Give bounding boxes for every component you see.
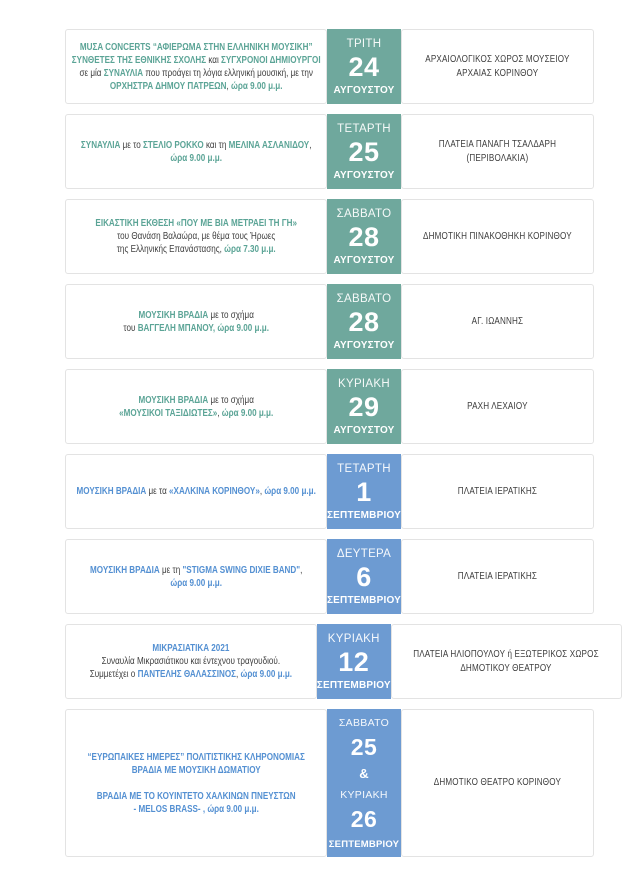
regular-text: της Ελληνικής Επανάστασης, [116,244,224,255]
regular-text: του Θανάση Βαλαώρα, με θέμα τους Ήρωες [116,231,276,242]
date-number: 12 [338,646,370,677]
event-location [401,284,594,359]
event-location-text [402,230,594,244]
description-line [65,655,316,668]
highlighted-text: ΜΕΛΙΝΑ ΑΣΛΑΝΙΔΟΥ [228,139,310,151]
highlighted-text: ΜΟΥΣΙΚΗ ΒΡΑΔΙΑ [76,486,147,497]
date-day: ΚΥΡΙΑΚΗ [338,378,390,390]
regular-text: Συμμετέχει ο [89,669,138,680]
description-line [65,217,326,230]
date-number: 29 [348,391,380,422]
description-line [65,322,326,335]
event-date [327,199,401,274]
highlighted-text: «ΜΟΥΣΙΚΟΙ ΤΑΞΙΔΙΩΤΕΣ» [118,407,218,419]
regular-text: και τη [203,139,229,151]
date-number: 28 [348,221,380,252]
highlighted-text: "STIGMA SWING DIXIE BAND" [182,564,300,576]
highlighted-text: ΜΙΚΡΑΣΙΑΤΙΚΑ 2021 [152,643,230,654]
event-description-text [65,139,326,165]
date-number: 28 [348,306,380,337]
event-location-text [402,485,594,499]
event-description-text [65,564,326,590]
date-day: ΤΕΤΑΡΤΗ [337,123,391,135]
event-row [65,114,594,189]
description-line [65,777,326,790]
highlighted-text: ώρα 9.00 μ.μ. [170,577,222,589]
event-location [401,369,594,444]
event-description [65,624,317,699]
location-line: ΑΡΧΑΙΟΛΟΓΙΚΟΣ ΧΩΡΟΣ ΜΟΥΣΕΙΟΥ [425,53,570,65]
date-number: 25 [348,136,380,167]
description-line [65,41,326,54]
event-location [391,624,622,699]
highlighted-text: ΣΥΝΘΕΤΕΣ ΤΗΣ ΕΘΝΙΚΗΣ ΣΧΟΛΗΣ [71,54,206,66]
regular-text: , [259,486,265,497]
date-month: ΣΕΠΤΕΜΒΡΙΟΥ [316,679,391,691]
event-row [65,369,594,444]
description-line [65,642,316,655]
date-day: ΔΕΥΤΕΡΑ [336,548,392,560]
event-location-text [402,138,594,166]
highlighted-text: ΣΥΝΑΥΛΙΑ [80,139,121,151]
highlighted-text: MUΣA CONCERTS “ΑΦΙΕΡΩΜΑ ΣΤΗΝ ΕΛΛΗΝΙΚΗ ΜΟΥΣΙΚΗ” [79,41,313,53]
highlighted-text: ΜΟΥΣΙΚΗ ΒΡΑΔΙΑ [138,394,208,406]
date-month: ΣΕΠΤΕΜΒΡΙΟΥ [328,838,400,850]
description-line [65,764,326,777]
date-month: ΣΕΠΤΕΜΒΡΙΟΥ [326,509,402,521]
location-line: ΔΗΜΟΤΙΚΟΥ ΘΕΑΤΡΟΥ [460,662,552,674]
event-row [65,199,594,274]
event-location-text [402,53,594,81]
regular-text: Συναυλία Μικρασιάτικου και έντεχνου τραγουδιού. [101,656,281,667]
date-number: 1 [356,476,372,507]
highlighted-text: ΜΟΥΣΙΚΗ ΒΡΑΔΙΑ [138,309,208,321]
event-description-text [65,751,326,816]
event-location-text [402,570,594,584]
date-number: 6 [356,561,372,592]
event-location-text [402,315,594,329]
regular-text: σε μία [79,67,104,79]
highlighted-text: ώρα 9.00 μ.μ. [221,407,274,419]
regular-text: του [123,322,138,334]
description-line [65,577,326,590]
location-line: ΔΗΜΟΤΙΚΗ ΠΙΝΑΚΟΘΗΚΗ ΚΟΡΙΝΘΟΥ [423,230,572,242]
description-line [65,67,326,80]
highlighted-text: ώρα 9.00 μ.μ. [240,669,293,680]
regular-text: , [299,564,303,576]
event-row [65,624,600,699]
date-number: 26 [350,805,378,832]
event-description-text [65,485,326,498]
regular-text: με το [120,139,143,151]
regular-text: με το σχήμα [207,394,254,406]
location-line: (ΠΕΡΙΒΟΛΑΚΙΑ) [466,152,529,164]
event-location [401,29,594,104]
regular-text: που προάγει τη λόγια ελληνική μουσική, με την [142,67,313,79]
date-day: ΣΑΒΒΑΤΟ [336,293,392,305]
location-line: ΠΛΑΤΕΙΑ ΙΕΡΑΤΙΚΗΣ [457,570,538,582]
event-date [327,114,401,189]
highlighted-text: ΒΡΑΔΙΑ ΜΕ ΤΟ ΚΟΥΙΝΤΕΤΟ ΧΑΛΚΙΝΩΝ ΠΝΕΥΣΤΩΝ [96,790,296,802]
event-row [65,454,594,529]
date-number: 24 [348,51,380,82]
date-day: ΤΕΤΑΡΤΗ [337,463,391,475]
event-description [65,369,327,444]
highlighted-text: ΣΥΓΧΡΟΝΟΙ ΔΗΜΙΟΥΡΓΟΙ [220,54,321,66]
regular-text: , [309,139,312,151]
event-description-text [65,309,326,335]
regular-text: και [205,54,221,66]
regular-text: , [217,407,222,419]
description-line [65,230,326,243]
date-day: ΣΑΒΒΑΤΟ [338,717,390,729]
location-line: ΠΛΑΤΕΙΑ ΗΛΙΟΠΟΥΛΟΥ ή ΕΞΩΤΕΡΙΚΟΣ ΧΩΡΟΣ [413,648,600,660]
highlighted-text: «ΧΑΛΚΙΝΑ ΚΟΡΙΝΘΟΥ» [168,486,260,497]
location-line: ΑΡΧΑΙΑΣ ΚΟΡΙΝΘΟΥ [456,67,539,79]
description-line [65,309,326,322]
regular-text: με τα [146,486,169,497]
event-location [401,114,594,189]
description-line [65,485,326,498]
highlighted-text: ώρα 9.00 μ.μ. [170,152,222,164]
date-day: ΚΥΡΙΑΚΗ [327,633,380,645]
event-description [65,199,327,274]
description-line [65,394,326,407]
event-description [65,114,327,189]
description-line [65,564,326,577]
event-location [401,454,594,529]
event-date [327,454,401,529]
highlighted-text: ΟΡΧΗΣΤΡΑ ΔΗΜΟΥ ΠΑΤΡΕΩΝ [109,80,227,92]
description-line [65,790,326,803]
event-description-text [65,217,326,256]
date-month: ΑΥΓΟΥΣΤΟΥ [333,84,395,96]
highlighted-text: ΠΑΝΤΕΛΗΣ ΘΑΛΑΣΣΙΝΟΣ [137,669,237,680]
highlighted-text: ΣΥΝΑΥΛΙΑ [103,67,143,79]
date-ampersand: & [359,766,369,782]
event-description [65,539,327,614]
event-row [65,284,594,359]
description-line [65,407,326,420]
date-month: ΣΕΠΤΕΜΒΡΙΟΥ [326,594,402,606]
highlighted-text: - MELOS BRASS- , ώρα 9.00 μ.μ. [133,803,259,815]
date-month: ΑΥΓΟΥΣΤΟΥ [333,424,395,436]
date-month: ΑΥΓΟΥΣΤΟΥ [333,254,395,266]
highlighted-text: ΜΟΥΣΙΚΗ ΒΡΑΔΙΑ [89,564,160,576]
event-date [317,624,391,699]
event-location [401,539,594,614]
event-description-text [65,41,326,93]
event-row [65,29,594,104]
event-date [327,29,401,104]
regular-text: με το σχήμα [207,309,254,321]
event-date [327,539,401,614]
event-date [327,709,401,857]
event-description-text [65,642,316,681]
event-location [401,199,594,274]
event-row [65,539,594,614]
date-day: ΣΑΒΒΑΤΟ [336,208,392,220]
highlighted-text: ώρα 9.00 μ.μ. [264,486,316,497]
regular-text: , [236,669,241,680]
description-line [65,668,316,681]
date-month: ΑΥΓΟΥΣΤΟΥ [333,339,395,351]
date-day: ΤΡΙΤΗ [346,38,382,50]
description-line [65,243,326,256]
date-day: ΚΥΡΙΑΚΗ [340,788,388,801]
location-line: ΡΑΧΗ ΛΕΧΑΙΟΥ [467,400,528,412]
description-line [65,139,326,152]
highlighted-text: ώρα 7.30 μ.μ. [223,244,276,255]
event-date [327,369,401,444]
location-line: ΑΓ. ΙΩΑΝΝΗΣ [471,315,524,327]
event-row [65,709,594,857]
event-description [65,29,327,104]
event-description [65,709,327,857]
location-line: ΠΛΑΤΕΙΑ ΠΑΝΑΓΗ ΤΣΑΛΔΑΡΗ [438,138,557,150]
description-line [65,803,326,816]
event-description [65,284,327,359]
event-description [65,454,327,529]
regular-text: , [226,80,231,92]
description-line [65,152,326,165]
event-location-text [391,648,621,676]
highlighted-text: ΒΡΑΔΙΑ ΜΕ ΜΟΥΣΙΚΗ ΔΩΜΑΤΙΟΥ [131,764,261,776]
date-number: 25 [350,734,378,761]
description-line [65,751,326,764]
event-location [401,709,594,857]
description-line [65,80,326,93]
highlighted-text: ώρα 9.00 μ.μ. [230,80,283,92]
regular-text: με τη [159,564,183,576]
event-description-text [65,394,326,420]
location-line: ΠΛΑΤΕΙΑ ΙΕΡΑΤΙΚΗΣ [457,485,538,497]
highlighted-text: “ΕΥΡΩΠΑΙΚΕΣ ΗΜΕΡΕΣ” ΠΟΛΙΤΙΣΤΙΚΗΣ ΚΛΗΡΟΝΟΜΙΑΣ [87,751,305,763]
location-line: ΔΗΜΟΤΙΚΟ ΘΕΑΤΡΟ ΚΟΡΙΝΘΟΥ [433,777,562,788]
highlighted-text: ΒΑΓΓΕΛΗ ΜΠΑΝΟΥ, ώρα 9.00 μ.μ. [137,322,269,334]
highlighted-text: ΣΤΕΛΙΟ ΡΟΚΚΟ [142,139,204,151]
date-month: ΑΥΓΟΥΣΤΟΥ [333,169,395,181]
event-location-text [402,776,594,790]
highlighted-text: ΕΙΚΑΣΤΙΚΗ ΕΚΘΕΣΗ «ΠΟΥ ΜΕ ΒΙΑ ΜΕΤΡΑΕΙ ΤΗ ΓΗ» [95,218,297,229]
event-location-text [402,400,594,414]
description-line [65,54,326,67]
event-date [327,284,401,359]
